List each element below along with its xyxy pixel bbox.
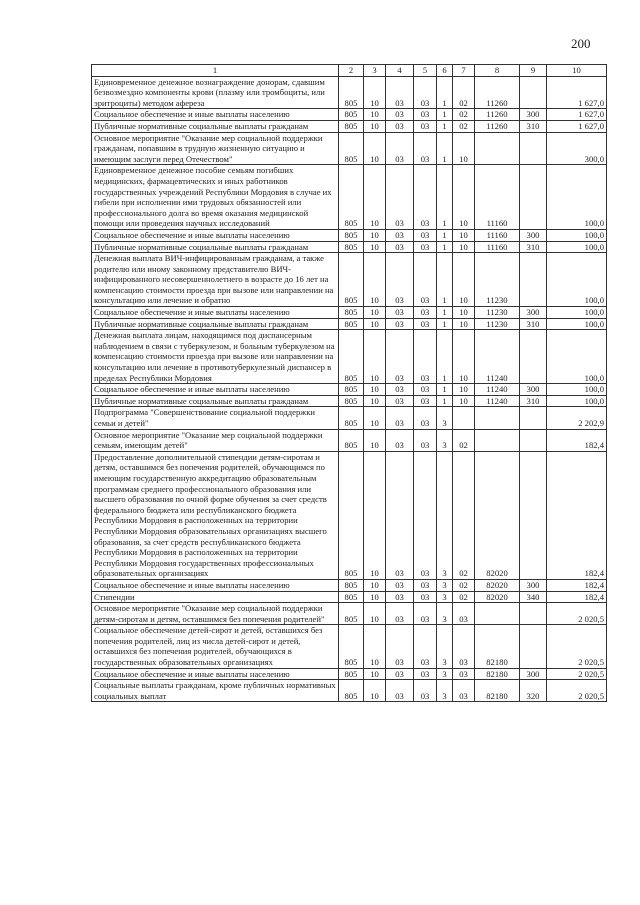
row-name: Основное мероприятие "Оказание мер социальной поддержки семьям, имеющим детей": [92, 429, 339, 451]
cell-program: 03: [414, 307, 437, 319]
cell-subprogram: 3: [437, 407, 453, 429]
table-row: [92, 120, 607, 132]
row-name: Публичные нормативные социальные выплаты гражданам: [92, 395, 339, 407]
cell-amount: 182,4: [547, 451, 607, 579]
cell-subprogram: 3: [437, 591, 453, 603]
cell-subprogram: 3: [437, 680, 453, 702]
cell-subprogram: 1: [437, 241, 453, 253]
cell-program: 03: [414, 318, 437, 330]
cell-expense-type: [520, 429, 547, 451]
cell-glava: 805: [339, 253, 364, 307]
cell-program: 03: [414, 76, 437, 109]
table-row: [92, 330, 607, 384]
cell-razdel: 10: [364, 318, 386, 330]
cell-podrazdel: 03: [386, 330, 414, 384]
cell-event: 02: [453, 591, 475, 603]
cell-podrazdel: 03: [386, 120, 414, 132]
cell-amount: 182,4: [547, 579, 607, 591]
cell-amount: 2 020,5: [547, 668, 607, 680]
cell-subprogram: 1: [437, 132, 453, 165]
cell-event: 10: [453, 330, 475, 384]
cell-expense-type: 300: [520, 668, 547, 680]
cell-event: 03: [453, 625, 475, 668]
cell-direction: 82020: [475, 579, 520, 591]
cell-direction: 82180: [475, 668, 520, 680]
cell-expense-type: 320: [520, 680, 547, 702]
cell-subprogram: 1: [437, 384, 453, 396]
cell-program: 03: [414, 603, 437, 625]
cell-glava: 805: [339, 76, 364, 109]
cell-subprogram: 1: [437, 307, 453, 319]
cell-amount: 100,0: [547, 330, 607, 384]
cell-podrazdel: 03: [386, 165, 414, 230]
table-row: [92, 229, 607, 241]
cell-program: 03: [414, 579, 437, 591]
cell-glava: 805: [339, 591, 364, 603]
table-row: [92, 253, 607, 307]
cell-direction: 11230: [475, 318, 520, 330]
cell-amount: 100,0: [547, 165, 607, 230]
row-name: Основное мероприятие "Оказание мер социальной поддержки детям-сиротам и детям, оставшимся без попечения родителей": [92, 603, 339, 625]
row-name: Социальное обеспечение и иные выплаты населению: [92, 229, 339, 241]
cell-razdel: 10: [364, 451, 386, 579]
cell-direction: 82020: [475, 591, 520, 603]
table-row: [92, 603, 607, 625]
cell-program: 03: [414, 395, 437, 407]
cell-razdel: 10: [364, 668, 386, 680]
cell-subprogram: 1: [437, 229, 453, 241]
table-row: [92, 165, 607, 230]
cell-event: 02: [453, 76, 475, 109]
cell-amount: 1 627,0: [547, 120, 607, 132]
cell-podrazdel: 03: [386, 625, 414, 668]
cell-event: 10: [453, 229, 475, 241]
column-header: 10: [547, 65, 607, 77]
cell-expense-type: 300: [520, 384, 547, 396]
cell-razdel: 10: [364, 253, 386, 307]
row-name: Предоставление дополнительной стипендии детям-сиротам и детям, оставшимся без попечения родителей, обучающимся по имеющим государственную аккредитацию образовательным программам среднего профессионального образования или высшего образования по очной форме обучения за счет средств федерального бюджета или республиканского бюджета Республики Мордовия в расположенных на территории Республики Мордовия образовательных организациях высшего образования, за счет средств республиканского бюджета Республики Мордовия в расположенных на территории Республики Мордовия государственных профессиональных образовательных организациях: [92, 451, 339, 579]
cell-event: 02: [453, 579, 475, 591]
cell-amount: 182,4: [547, 429, 607, 451]
cell-program: 03: [414, 407, 437, 429]
column-header: 8: [475, 65, 520, 77]
page-number: 200: [571, 36, 591, 51]
row-name: Публичные нормативные социальные выплаты гражданам: [92, 318, 339, 330]
cell-amount: 2 202,9: [547, 407, 607, 429]
cell-expense-type: [520, 625, 547, 668]
cell-podrazdel: 03: [386, 307, 414, 319]
cell-expense-type: 310: [520, 395, 547, 407]
cell-subprogram: 1: [437, 253, 453, 307]
cell-expense-type: [520, 451, 547, 579]
cell-expense-type: [520, 165, 547, 230]
table-row: [92, 451, 607, 579]
cell-amount: 100,0: [547, 307, 607, 319]
cell-program: 03: [414, 384, 437, 396]
table-row: [92, 579, 607, 591]
cell-podrazdel: 03: [386, 603, 414, 625]
cell-amount: 100,0: [547, 241, 607, 253]
cell-expense-type: 310: [520, 120, 547, 132]
cell-amount: 1 627,0: [547, 76, 607, 109]
cell-podrazdel: 03: [386, 668, 414, 680]
cell-razdel: 10: [364, 429, 386, 451]
column-header: 6: [437, 65, 453, 77]
cell-program: 03: [414, 451, 437, 579]
cell-program: 03: [414, 625, 437, 668]
cell-razdel: 10: [364, 76, 386, 109]
cell-event: 10: [453, 307, 475, 319]
cell-amount: 2 020,5: [547, 680, 607, 702]
cell-event: 10: [453, 395, 475, 407]
cell-razdel: 10: [364, 591, 386, 603]
cell-program: 03: [414, 429, 437, 451]
cell-razdel: 10: [364, 384, 386, 396]
cell-direction: 11260: [475, 76, 520, 109]
column-header: 3: [364, 65, 386, 77]
cell-razdel: 10: [364, 165, 386, 230]
row-name: Денежная выплата ВИЧ-инфицированным гражданам, а также родителю или иному законному представителю ВИЧ-инфицированного несовершеннолетнего в возрасте до 16 лет на компенсацию стоимости проезда при вызове или направлении на консультацию или лечение и обратно: [92, 253, 339, 307]
header-row: [92, 65, 607, 77]
cell-podrazdel: 03: [386, 680, 414, 702]
cell-glava: 805: [339, 407, 364, 429]
cell-event: 10: [453, 132, 475, 165]
column-header: 1: [92, 65, 339, 77]
cell-podrazdel: 03: [386, 132, 414, 165]
row-name: Подпрограмма "Совершенствование социальной поддержки семьи и детей": [92, 407, 339, 429]
cell-podrazdel: 03: [386, 109, 414, 121]
row-name: Социальное обеспечение и иные выплаты населению: [92, 307, 339, 319]
cell-direction: [475, 407, 520, 429]
cell-expense-type: 340: [520, 591, 547, 603]
cell-event: 03: [453, 680, 475, 702]
budget-table: [91, 64, 607, 702]
cell-expense-type: 310: [520, 318, 547, 330]
cell-razdel: 10: [364, 625, 386, 668]
cell-amount: 100,0: [547, 318, 607, 330]
cell-subprogram: 1: [437, 165, 453, 230]
cell-podrazdel: 03: [386, 318, 414, 330]
cell-program: 03: [414, 253, 437, 307]
cell-expense-type: [520, 407, 547, 429]
table-row: [92, 668, 607, 680]
cell-event: 10: [453, 318, 475, 330]
table-row: [92, 680, 607, 702]
cell-razdel: 10: [364, 109, 386, 121]
cell-podrazdel: 03: [386, 229, 414, 241]
cell-direction: [475, 603, 520, 625]
cell-program: 03: [414, 680, 437, 702]
cell-direction: 11240: [475, 384, 520, 396]
cell-podrazdel: 03: [386, 384, 414, 396]
cell-razdel: 10: [364, 229, 386, 241]
cell-amount: 100,0: [547, 253, 607, 307]
cell-program: 03: [414, 132, 437, 165]
cell-razdel: 10: [364, 132, 386, 165]
cell-amount: 2 020,5: [547, 625, 607, 668]
cell-direction: 11240: [475, 330, 520, 384]
cell-direction: [475, 132, 520, 165]
cell-glava: 805: [339, 241, 364, 253]
cell-amount: 1 627,0: [547, 109, 607, 121]
cell-podrazdel: 03: [386, 241, 414, 253]
row-name: Денежная выплата лицам, находящимся под диспансерным наблюдением в связи с туберкулезом, и больным туберкулезом на компенсацию стоимости проезда при вызове или направлении на консультацию или лечение в противотуберкулезный диспансер в пределах Республики Мордовия: [92, 330, 339, 384]
table-row: [92, 384, 607, 396]
column-header: 9: [520, 65, 547, 77]
cell-program: 03: [414, 229, 437, 241]
row-name: Социальное обеспечение и иные выплаты населению: [92, 109, 339, 121]
row-name: Публичные нормативные социальные выплаты гражданам: [92, 120, 339, 132]
cell-expense-type: [520, 603, 547, 625]
row-name: Публичные нормативные социальные выплаты гражданам: [92, 241, 339, 253]
row-name: Социальное обеспечение детей-сирот и детей, оставшихся без попечения родителей, лиц из числа детей-сирот и детей, оставшихся без попечения родителей, обучающихся в государственных образовательных организациях: [92, 625, 339, 668]
cell-subprogram: 3: [437, 579, 453, 591]
cell-event: 10: [453, 165, 475, 230]
cell-event: [453, 407, 475, 429]
cell-glava: 805: [339, 451, 364, 579]
cell-amount: 300,0: [547, 132, 607, 165]
table-row: [92, 307, 607, 319]
cell-glava: 805: [339, 579, 364, 591]
cell-expense-type: 310: [520, 241, 547, 253]
cell-glava: 805: [339, 307, 364, 319]
row-name: Единовременное денежное пособие семьям погибших медицинских, фармацевтических и иных работников государственных учреждений Республики Мордовия в случае их гибели при исполнении ими трудовых обязанностей или профессионального долга во время оказания медицинской помощи или проведения научных исследований: [92, 165, 339, 230]
cell-glava: 805: [339, 120, 364, 132]
cell-event: 10: [453, 241, 475, 253]
cell-subprogram: 1: [437, 330, 453, 384]
cell-subprogram: 3: [437, 603, 453, 625]
cell-razdel: 10: [364, 395, 386, 407]
cell-expense-type: [520, 76, 547, 109]
cell-amount: 2 020,5: [547, 603, 607, 625]
cell-podrazdel: 03: [386, 591, 414, 603]
cell-razdel: 10: [364, 407, 386, 429]
cell-event: 10: [453, 253, 475, 307]
cell-razdel: 10: [364, 120, 386, 132]
cell-amount: 100,0: [547, 229, 607, 241]
cell-razdel: 10: [364, 680, 386, 702]
cell-direction: 82180: [475, 625, 520, 668]
row-name: Социальные выплаты гражданам, кроме публичных нормативных социальных выплат: [92, 680, 339, 702]
table-row: [92, 591, 607, 603]
cell-event: 03: [453, 603, 475, 625]
cell-glava: 805: [339, 229, 364, 241]
cell-glava: 805: [339, 318, 364, 330]
cell-glava: 805: [339, 109, 364, 121]
cell-subprogram: 3: [437, 451, 453, 579]
cell-direction: 11240: [475, 395, 520, 407]
row-name: Единовременное денежное вознаграждение донорам, сдавшим безвозмездно компоненты крови (плазму или тромбоциты, или эритроциты) методом афереза: [92, 76, 339, 109]
cell-subprogram: 1: [437, 318, 453, 330]
cell-glava: 805: [339, 395, 364, 407]
cell-event: 02: [453, 451, 475, 579]
cell-direction: 11230: [475, 307, 520, 319]
table-row: [92, 395, 607, 407]
cell-subprogram: 1: [437, 120, 453, 132]
cell-expense-type: [520, 330, 547, 384]
cell-subprogram: 1: [437, 395, 453, 407]
table-row: [92, 407, 607, 429]
cell-expense-type: 300: [520, 229, 547, 241]
cell-subprogram: 3: [437, 429, 453, 451]
cell-direction: 11260: [475, 109, 520, 121]
cell-direction: 11230: [475, 253, 520, 307]
cell-subprogram: 1: [437, 109, 453, 121]
table-row: [92, 625, 607, 668]
cell-event: 03: [453, 668, 475, 680]
cell-glava: 805: [339, 132, 364, 165]
cell-event: 10: [453, 384, 475, 396]
cell-subprogram: 3: [437, 668, 453, 680]
cell-glava: 805: [339, 165, 364, 230]
cell-direction: 82180: [475, 680, 520, 702]
row-name: Основное мероприятие "Оказание мер социальной поддержки гражданам, попавшим в трудную жизненную ситуацию и имеющим заслуги перед Отечеством": [92, 132, 339, 165]
cell-program: 03: [414, 330, 437, 384]
cell-glava: 805: [339, 668, 364, 680]
cell-direction: 11160: [475, 241, 520, 253]
cell-program: 03: [414, 120, 437, 132]
cell-amount: 182,4: [547, 591, 607, 603]
cell-event: 02: [453, 120, 475, 132]
cell-podrazdel: 03: [386, 395, 414, 407]
cell-program: 03: [414, 591, 437, 603]
cell-program: 03: [414, 241, 437, 253]
cell-podrazdel: 03: [386, 451, 414, 579]
cell-podrazdel: 03: [386, 407, 414, 429]
cell-podrazdel: 03: [386, 579, 414, 591]
cell-expense-type: [520, 132, 547, 165]
cell-podrazdel: 03: [386, 253, 414, 307]
cell-subprogram: 1: [437, 76, 453, 109]
cell-amount: 100,0: [547, 395, 607, 407]
table-row: [92, 132, 607, 165]
cell-expense-type: 300: [520, 307, 547, 319]
cell-razdel: 10: [364, 579, 386, 591]
column-header: 7: [453, 65, 475, 77]
cell-expense-type: 300: [520, 579, 547, 591]
row-name: Социальное обеспечение и иные выплаты населению: [92, 668, 339, 680]
cell-expense-type: [520, 253, 547, 307]
cell-razdel: 10: [364, 241, 386, 253]
cell-podrazdel: 03: [386, 429, 414, 451]
column-header: 2: [339, 65, 364, 77]
cell-direction: 11160: [475, 165, 520, 230]
cell-glava: 805: [339, 625, 364, 668]
cell-subprogram: 3: [437, 625, 453, 668]
cell-direction: 11160: [475, 229, 520, 241]
table-row: [92, 241, 607, 253]
column-header: 4: [386, 65, 414, 77]
cell-glava: 805: [339, 384, 364, 396]
cell-direction: 82020: [475, 451, 520, 579]
cell-glava: 805: [339, 330, 364, 384]
cell-razdel: 10: [364, 603, 386, 625]
cell-podrazdel: 03: [386, 76, 414, 109]
cell-direction: 11260: [475, 120, 520, 132]
row-name: Стипендии: [92, 591, 339, 603]
table-row: [92, 76, 607, 109]
cell-event: 02: [453, 429, 475, 451]
table-row: [92, 109, 607, 121]
cell-amount: 100,0: [547, 384, 607, 396]
cell-glava: 805: [339, 603, 364, 625]
cell-event: 02: [453, 109, 475, 121]
cell-razdel: 10: [364, 330, 386, 384]
cell-program: 03: [414, 109, 437, 121]
table-row: [92, 318, 607, 330]
cell-glava: 805: [339, 680, 364, 702]
row-name: Социальное обеспечение и иные выплаты населению: [92, 579, 339, 591]
cell-direction: [475, 429, 520, 451]
cell-expense-type: 300: [520, 109, 547, 121]
cell-glava: 805: [339, 429, 364, 451]
table-row: [92, 429, 607, 451]
row-name: Социальное обеспечение и иные выплаты населению: [92, 384, 339, 396]
cell-razdel: 10: [364, 307, 386, 319]
cell-program: 03: [414, 165, 437, 230]
cell-program: 03: [414, 668, 437, 680]
column-header: 5: [414, 65, 437, 77]
